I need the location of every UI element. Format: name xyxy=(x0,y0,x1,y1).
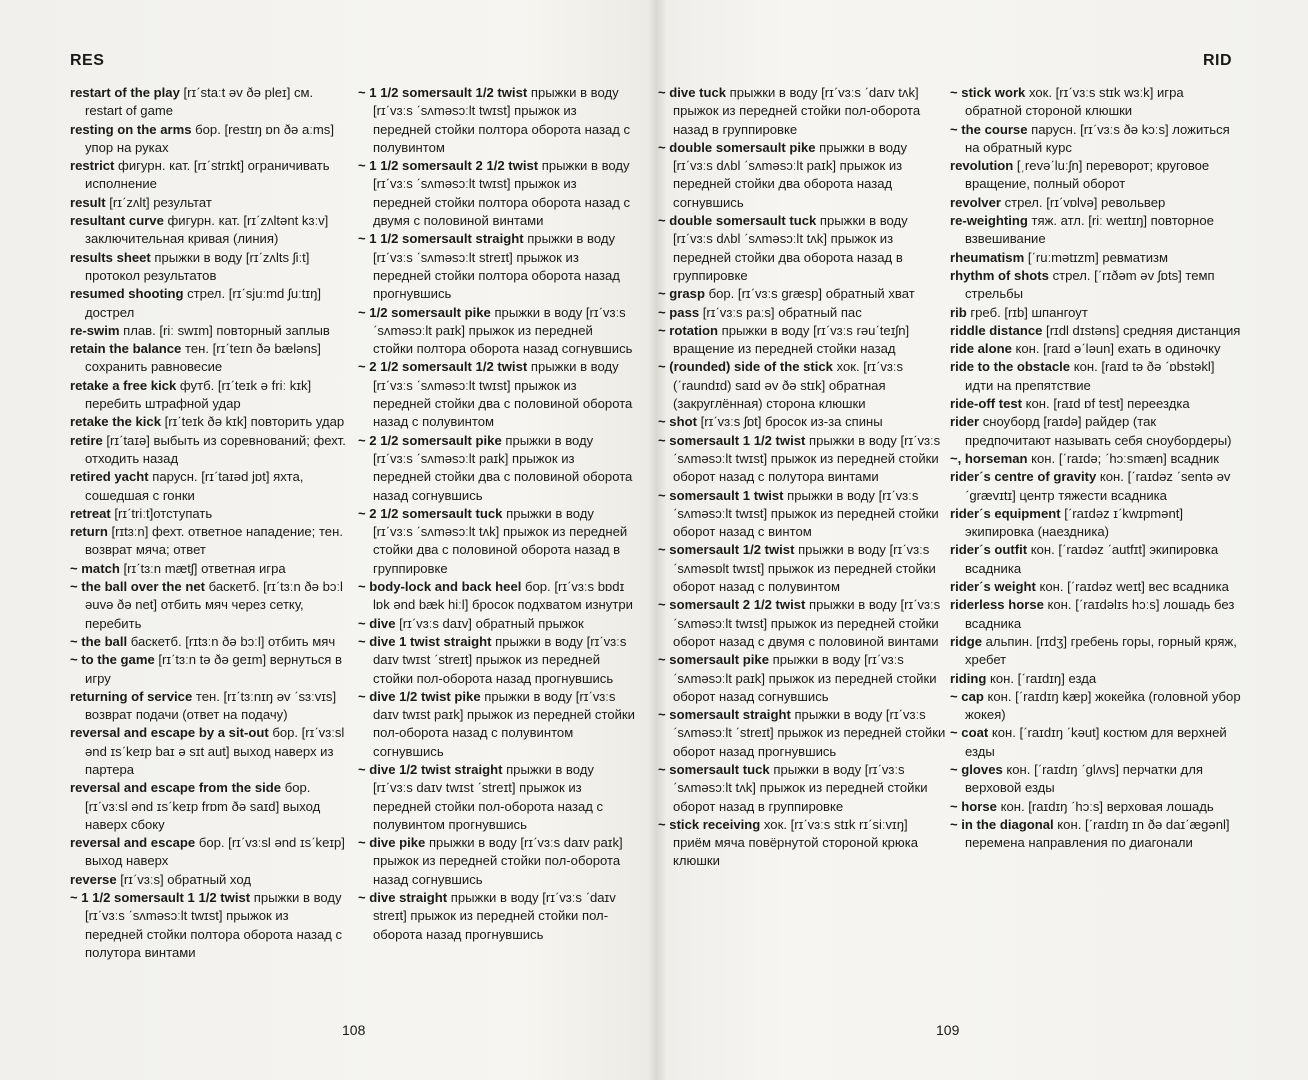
entry-headword: retire xyxy=(70,432,103,448)
entry-gloss: прыжки в воду [rɪˊvɜːs ˊdaɪv streɪt] прыжок из передней стойки пол-оборота назад прогнувшись xyxy=(373,890,616,942)
entry-gloss: парусн. [rɪˊvɜːs ðə kɔːs] ложиться на обратный курс xyxy=(965,121,1230,155)
dictionary-entry xyxy=(950,633,1244,670)
dictionary-entry xyxy=(950,450,1244,468)
dictionary-entry xyxy=(658,816,946,871)
dictionary-entry xyxy=(950,798,1244,816)
dictionary-entry xyxy=(358,230,636,303)
entry-gloss: прыжки в воду [rɪˊvɜːs ˊsʌməsɔːlt paɪk] прыжок из передней стойки полтора оборота назад согнувшись xyxy=(373,304,633,357)
entry-gloss: [rɪˊtaɪə] выбыть из соревнований; фехт. отходить назад xyxy=(85,432,346,466)
dictionary-entry xyxy=(950,249,1244,267)
entry-headword: ~ 1 1/2 somersault 2 1/2 twist xyxy=(358,158,539,174)
dictionary-entry xyxy=(70,432,346,469)
dictionary-entry xyxy=(358,633,636,688)
entry-gloss: [rɪˊtɜːn mætʃ] ответная игра xyxy=(119,560,286,576)
entry-headword: ~ dive pike xyxy=(358,835,426,851)
right-page xyxy=(652,0,1308,1080)
dictionary-entry xyxy=(658,596,946,651)
entry-gloss: [rɪˊtɜːn tə ðə geɪm] вернуться в игру xyxy=(85,652,342,686)
left-page-column-1 xyxy=(70,84,346,962)
entry-gloss: [rɪˊtriːt]отступать xyxy=(110,505,213,521)
entry-headword: ~ horse xyxy=(950,798,997,814)
entry-headword: re-swim xyxy=(70,322,120,338)
entry-headword: ~ coat xyxy=(950,725,989,741)
entry-headword: riderˊs outfit xyxy=(950,542,1028,558)
entry-gloss: [rɪtɜːn] фехт. ответное нападение; тен. возврат мяча; ответ xyxy=(85,524,343,558)
left-page-column-2 xyxy=(358,84,636,944)
entry-headword: ~ somersault straight xyxy=(658,707,791,723)
dictionary-entry xyxy=(950,505,1244,542)
entry-gloss: [rɪˊvɜːs paːs] обратный пас xyxy=(699,304,862,320)
dictionary-entry xyxy=(950,541,1244,578)
entry-headword: ~ 2 1/2 somersault tuck xyxy=(358,505,503,521)
dictionary-entry xyxy=(950,816,1244,853)
entry-headword: retain the balance xyxy=(70,341,182,357)
entry-headword: reversal and escape xyxy=(70,835,196,851)
entry-gloss: баскетб. [rɪˊtɜːn ðə bɔːl əuvə ðə net] отбить мяч через сетку, перебить xyxy=(85,579,343,631)
entry-gloss: прыжки в воду [rɪˊvɜːs daɪv twɪst ˊstreɪt] прыжок из передней стойки пол-оборота назад с полувинтом прогнувшись xyxy=(373,761,604,832)
entry-gloss: стрел. [ˊrɪðəm əv ʃɒts] темп стрельбы xyxy=(965,267,1215,302)
entry-gloss: прыжки в воду [rɪˊvɜːs rəuˊteɪʃn] вращение из передней стойки назад xyxy=(673,322,910,357)
dictionary-entry xyxy=(70,121,346,158)
dictionary-entry xyxy=(358,84,636,157)
entry-headword: riderˊs weight xyxy=(950,579,1036,595)
entry-headword: ~ the ball xyxy=(70,633,128,649)
entry-headword: restrict xyxy=(70,158,115,174)
dictionary-entry xyxy=(70,377,346,414)
entry-headword: ~ pass xyxy=(658,304,700,320)
entry-headword: riderˊs centre of gravity xyxy=(950,469,1097,485)
entry-gloss: прыжки в воду [rɪˊvɜːs ˊsʌməsɔːlt streɪt] прыжок из передней стойки полтора оборота назад прогнувшись xyxy=(373,231,620,302)
entry-headword: ~ somersault 1/2 twist xyxy=(658,542,795,558)
entry-headword: rhythm of shots xyxy=(950,267,1049,283)
entry-gloss: [rɪˊvɜːs ʃɒt] бросок из-за спины xyxy=(696,414,883,430)
dictionary-entry xyxy=(358,304,636,359)
entry-headword: ~ somersault 2 1/2 twist xyxy=(658,597,806,613)
dictionary-entry xyxy=(70,651,346,688)
entry-headword: riding xyxy=(950,670,987,686)
dictionary-entry xyxy=(70,560,346,578)
entry-gloss: прыжки в воду [rɪˊvɜːs ˊsʌməsɔːlt twɪst] прыжок из передней стойки оборот назад с двумя с половиной винтами xyxy=(673,597,941,649)
entry-gloss: прыжки в воду [rɪˊvɜːs ˊsʌməsɔːlt paɪk] прыжок из передней стойки два с половиной оборота назад согнувшись xyxy=(373,432,633,503)
dictionary-entry xyxy=(358,157,636,230)
entry-headword: ridge xyxy=(950,633,983,649)
dictionary-entry xyxy=(658,761,946,816)
entry-headword: ~ 2 1/2 somersault pike xyxy=(358,432,502,448)
dictionary-entry xyxy=(658,651,946,706)
dictionary-entry xyxy=(658,358,946,413)
dictionary-entry xyxy=(950,121,1244,158)
dictionary-entry xyxy=(70,194,346,212)
entry-gloss: прыжки в воду [rɪˊvɜːs ˊsʌməsɔːlt twɪst] прыжок из передней стойки полтора оборота назад с полувинтом xyxy=(373,85,631,155)
dictionary-entry xyxy=(70,249,346,286)
entry-gloss: прыжки в воду [rɪˊvɜːs ˊsʌməsɔːlt twɪst] прыжок из передней стойки полтора оборота назад с полутора винтами xyxy=(85,890,343,960)
entry-gloss: кон. [ˊraɪdə; ˊhɔːsmæn] всадник xyxy=(1027,450,1219,466)
entry-gloss: баскетб. [rɪtɜːn ðə bɔːl] отбить мяч xyxy=(127,633,336,649)
entry-gloss: стрел. [rɪˊvɒlvə] револьвер xyxy=(1000,194,1166,210)
page-number-right: 109 xyxy=(936,1022,960,1038)
dictionary-entry xyxy=(950,761,1244,798)
entry-headword: ~ 1 1/2 somersault straight xyxy=(358,231,524,247)
dictionary-entry xyxy=(950,358,1244,395)
entry-gloss: тен. [rɪˊteɪn ðə bæləns] сохранить равновесие xyxy=(85,341,321,375)
entry-headword: riderˊs equipment xyxy=(950,505,1061,521)
dictionary-entry xyxy=(658,432,946,487)
dictionary-entry xyxy=(358,834,636,889)
entry-gloss: бор. [restɪŋ ɒn ðə aːms] упор на руках xyxy=(85,121,334,155)
entry-gloss: [rɪˊvɜːs daɪv] обратный прыжок xyxy=(395,615,584,631)
dictionary-entry xyxy=(358,761,636,834)
dictionary-entry xyxy=(70,212,346,249)
entry-gloss: прыжки в воду [rɪˊvɜːs ˊsʌməsɔːlt ˊstreɪt] прыжок из передней стойки оборот назад прогнувшись xyxy=(673,707,946,759)
dictionary-entry xyxy=(658,413,946,431)
entry-gloss: кон. [ˊraɪdɪŋ kæp] жокейка (головной убор жокея) xyxy=(965,688,1241,723)
entry-headword: ~ the ball over the net xyxy=(70,579,205,595)
entry-gloss: греб. [rɪb] шпангоут xyxy=(966,304,1088,320)
dictionary-entry xyxy=(950,194,1244,212)
entry-headword: ride to the obstacle xyxy=(950,359,1071,375)
dictionary-entry xyxy=(70,834,346,871)
left-page xyxy=(0,0,650,1080)
entry-headword: ~ (rounded) side of the stick xyxy=(658,359,833,375)
entry-headword: ~ somersault tuck xyxy=(658,761,770,777)
dictionary-entry xyxy=(950,340,1244,358)
entry-gloss: плав. [riː swɪm] повторный заплыв xyxy=(119,322,330,338)
entry-gloss: прыжки в воду [rɪˊvɜːs ˊsʌməsɒlt twɪst] прыжок из передней стойки оборот назад с полувинтом xyxy=(673,542,936,595)
entry-headword: ~ gloves xyxy=(950,761,1003,777)
entry-headword: ~ dive 1 twist straight xyxy=(358,633,492,649)
dictionary-entry xyxy=(358,358,636,431)
entry-gloss: кон. [raɪd əˊləun] ехать в одиночку xyxy=(1011,341,1221,357)
entry-gloss: кон. [raɪd tə ðə ˊɒbstəkl] идти на препятствие xyxy=(965,359,1215,393)
entry-headword: rider xyxy=(950,414,980,430)
entry-headword: ~ in the diagonal xyxy=(950,816,1054,832)
entry-gloss: кон. [raɪd ɒf test] переездка xyxy=(1022,396,1190,412)
dictionary-entry xyxy=(70,505,346,523)
dictionary-entry xyxy=(950,395,1244,413)
entry-headword: ~ dive 1/2 twist pike xyxy=(358,688,481,704)
dictionary-entry xyxy=(950,596,1244,633)
entry-headword: ~ match xyxy=(70,560,120,576)
entry-headword: revolution xyxy=(950,158,1014,174)
entry-gloss: [rɪˊzʌlt] результат xyxy=(105,194,212,210)
entry-gloss: сноуборд [raɪdə] райдер (так предпочитают называть себя сноубордеры) xyxy=(965,414,1232,448)
entry-gloss: кон. [raɪdɪŋ ˊhɔːs] верховая лошадь xyxy=(996,798,1214,814)
dictionary-entry xyxy=(658,322,946,359)
entry-gloss: [rɪˊvɜːs] обратный ход xyxy=(116,871,251,887)
entry-gloss: прыжки в воду [rɪˊvɜːs daɪv twɪst ˊstreɪt] прыжок из передней стойки пол-оборота назад прогнувшись xyxy=(373,633,627,686)
entry-gloss: бор. [rɪˊvɜːs græsp] обратный хват xyxy=(704,286,915,302)
entry-gloss: кон. [ˊraɪdəz ˊsentə əv ˊgrævɪtɪ] центр тяжести всадника xyxy=(965,469,1231,503)
entry-headword: resting on the arms xyxy=(70,121,192,137)
dictionary-entry xyxy=(70,523,346,560)
dictionary-entry xyxy=(358,889,636,944)
dictionary-entry xyxy=(658,139,946,212)
dictionary-entry xyxy=(70,340,346,377)
entry-gloss: фигурн. кат. [rɪˊstrɪkt] ограничивать исполнение xyxy=(85,158,330,192)
entry-gloss: прыжки в воду [rɪˊvɜːs ˊsʌməsɔːlt paɪk] прыжок из передней стойки оборот назад согнувшись xyxy=(673,652,937,704)
dictionary-entry xyxy=(658,541,946,596)
entry-headword: re-weighting xyxy=(950,213,1028,229)
entry-gloss: кон. [ˊraɪdɪŋ ˊglʌvs] перчатки для верховой езды xyxy=(965,761,1203,796)
entry-gloss: прыжки в воду [rɪˊzʌlts ʃiːt] протокол результатов xyxy=(85,249,310,283)
entry-headword: ~ double somersault tuck xyxy=(658,213,817,229)
entry-headword: riderless horse xyxy=(950,597,1044,613)
entry-gloss: хок. [rɪˊvɜːs (ˊraundɪd) saɪd əv ðə stɪk] обратная (закруглённая) сторона клюшки xyxy=(673,359,904,412)
entry-gloss: прыжки в воду [rɪˊvɜːs ˊsʌməsɔːlt twɪst] прыжок из передней стойки два с половиной оборота назад с полувинтом xyxy=(373,359,633,430)
entry-gloss: [ˌrevəˊluːʃn] переворот; круговое вращение, полный оборот xyxy=(965,158,1210,192)
dictionary-entry xyxy=(658,304,946,322)
dictionary-entry xyxy=(658,84,946,139)
entry-headword: ride-off test xyxy=(950,396,1023,412)
dictionary-entry xyxy=(70,322,346,340)
entry-gloss: кон. [ˊraɪdɪŋ ɪn ðə daɪˊægənl] перемена направления по диагонали xyxy=(965,816,1230,851)
entry-gloss: альпин. [rɪdʒ] гребень горы, горный кряж, хребет xyxy=(965,633,1237,668)
entry-gloss: парусн. [rɪˊtaɪəd jɒt] яхта, сошедшая с гонки xyxy=(85,469,304,503)
entry-headword: ~ 1/2 somersault pike xyxy=(358,304,491,320)
entry-gloss: хок. [rɪˊvɜːs stɪk rɪˊsiːvɪŋ] приём мяча повёрнутой стороной крюка клюшки xyxy=(673,816,919,869)
entry-headword: ~ somersault 1 1/2 twist xyxy=(658,432,806,448)
dictionary-entry xyxy=(358,688,636,761)
entry-headword: ~ 1 1/2 somersault 1 1/2 twist xyxy=(70,890,251,906)
dictionary-entry xyxy=(950,688,1244,725)
entry-headword: ~ 2 1/2 somersault 1/2 twist xyxy=(358,359,528,375)
dictionary-entry xyxy=(70,724,346,779)
dictionary-entry xyxy=(70,633,346,651)
entry-headword: ~ double somersault pike xyxy=(658,139,816,155)
dictionary-entry xyxy=(950,157,1244,194)
dictionary-entry xyxy=(70,285,346,322)
dictionary-entry xyxy=(658,285,946,303)
dictionary-entry xyxy=(950,267,1244,304)
entry-gloss: [ˊraɪdəz ɪˊkwɪpmənt] экипировка (наездника) xyxy=(965,505,1183,540)
entry-gloss: тен. [rɪˊtɜːnɪŋ əv ˊsɜːvɪs] возврат подачи (ответ на подачу) xyxy=(85,688,337,723)
entry-headword: ~ stick work xyxy=(950,85,1026,100)
dictionary-entry xyxy=(658,706,946,761)
entry-headword: returning of service xyxy=(70,688,193,704)
entry-gloss: [rɪˊteɪk ðə kɪk] повторить удар xyxy=(161,414,345,430)
entry-gloss: бор. [rɪˊvɜːsl ənd ɪsˊkeɪp] выход наверх xyxy=(85,835,345,869)
entry-headword: riddle distance xyxy=(950,322,1043,338)
dictionary-entry xyxy=(950,724,1244,761)
entry-headword: ~ somersault 1 twist xyxy=(658,487,784,503)
dictionary-entry xyxy=(950,322,1244,340)
right-page-column-2 xyxy=(950,84,1244,852)
dictionary-entry xyxy=(950,84,1244,121)
entry-headword: ~ rotation xyxy=(658,322,719,338)
running-head-right: RID xyxy=(1203,52,1233,69)
entry-gloss: прыжки в воду [rɪˊvɜːs ˊsʌməsɔːlt twɪst] прыжок из передней стойки оборот назад с винтом xyxy=(673,487,939,540)
entry-headword: ~ 1 1/2 somersault 1/2 twist xyxy=(358,85,528,100)
entry-headword: ~, horseman xyxy=(950,450,1028,466)
entry-gloss: прыжки в воду [rɪˊvɜːs ˊdaɪv tʌk] прыжок из передней стойки пол-оборота назад в группировке xyxy=(673,85,921,137)
entry-gloss: стрел. [rɪˊsjuːmd ʃuːtɪŋ] дострел xyxy=(85,286,321,320)
entry-headword: rheumatism xyxy=(950,249,1025,265)
entry-headword: retired yacht xyxy=(70,469,149,485)
dictionary-entry xyxy=(70,779,346,834)
dictionary-entry xyxy=(70,688,346,725)
entry-headword: result xyxy=(70,194,106,210)
right-page-column-1 xyxy=(658,84,946,871)
entry-gloss: прыжки в воду [rɪˊvɜːs ˊsʌməsɔːlt tʌk] прыжок из передней стойки оборот назад в группировке xyxy=(673,761,928,814)
entry-gloss: прыжки в воду [rɪˊvɜːs daɪv twɪst paɪk] прыжок из передней стойки пол-оборота назад с полувинтом согнувшись xyxy=(373,688,635,759)
entry-gloss: фигурн. кат. [rɪˊzʌltənt kɜːv] заключительная кривая (линия) xyxy=(85,213,329,247)
entry-gloss: прыжки в воду [rɪˊvɜːs daɪv paɪk] прыжок из передней стойки пол-оборота назад согнувшись xyxy=(373,835,623,887)
entry-gloss: кон. [ˊraɪdɪŋ ˊkəut] костюм для верхней езды xyxy=(965,725,1227,759)
entry-gloss: кон. [ˊraɪdəlɪs hɔːs] лошадь без всадника xyxy=(965,597,1235,631)
entry-headword: return xyxy=(70,524,108,540)
entry-headword: ~ cap xyxy=(950,688,984,704)
entry-headword: ~ somersault pike xyxy=(658,652,769,668)
entry-gloss: кон. [ˊraɪdəz weɪt] вес всадника xyxy=(1035,579,1229,595)
entry-gloss: прыжки в воду [rɪˊvɜːs ˊsʌməsɔːlt tʌk] прыжок из передней стойки два с половиной оборота назад в группировке xyxy=(373,505,628,576)
dictionary-entry xyxy=(70,413,346,431)
dictionary-entry xyxy=(658,487,946,542)
entry-gloss: тяж. атл. [riː weɪtɪŋ] повторное взвешивание xyxy=(965,213,1214,247)
dictionary-entry xyxy=(950,413,1244,450)
entry-headword: ~ stick receiving xyxy=(658,816,761,832)
entry-headword: ~ dive tuck xyxy=(658,85,727,100)
entry-gloss: бор. [rɪˊvɜːsl ənd ɪsˊkeɪp baɪ ə sɪt aut] выход наверх из партера xyxy=(85,725,345,777)
dictionary-entry xyxy=(950,212,1244,249)
entry-headword: reversal and escape by a sit-out xyxy=(70,725,269,741)
entry-headword: revolver xyxy=(950,194,1001,210)
dictionary-entry xyxy=(70,578,346,633)
entry-headword: resumed shooting xyxy=(70,286,184,302)
entry-headword: ~ dive 1/2 twist straight xyxy=(358,761,503,777)
entry-headword: retreat xyxy=(70,505,111,521)
entry-headword: retake the kick xyxy=(70,414,161,430)
entry-headword: ride alone xyxy=(950,341,1012,357)
entry-gloss: хок. [rɪˊvɜːs stɪk wɜːk] игра обратной стороной клюшки xyxy=(965,85,1184,119)
dictionary-entry xyxy=(950,468,1244,505)
dictionary-entry xyxy=(70,84,346,121)
dictionary-entry xyxy=(358,505,636,578)
dictionary-entry xyxy=(70,157,346,194)
entry-headword: reversal and escape from the side xyxy=(70,780,282,796)
dictionary-entry xyxy=(358,578,636,615)
entry-headword: reverse xyxy=(70,871,117,887)
dictionary-entry xyxy=(70,871,346,889)
page-number-left: 108 xyxy=(342,1022,366,1038)
dictionary-entry xyxy=(358,432,636,505)
entry-headword: results sheet xyxy=(70,249,151,265)
dictionary-entry xyxy=(658,212,946,285)
entry-gloss: [rɪdl dɪstəns] средняя дистанция xyxy=(1042,322,1241,338)
entry-gloss: прыжки в воду [rɪˊvɜːs dʌbl ˊsʌməsɔːlt tʌk] прыжок из передней стойки два оборота назад в группировке xyxy=(673,213,908,283)
entry-headword: ~ dive xyxy=(358,615,396,631)
dictionary-entry xyxy=(950,670,1244,688)
entry-gloss: кон. [ˊraɪdɪŋ] езда xyxy=(986,670,1097,686)
dictionary-entry xyxy=(70,889,346,962)
entry-gloss: бор. [rɪˊvɜːs bɒdɪ lɒk ənd bæk hiːl] бросок подхватом изнутри xyxy=(373,579,633,613)
entry-gloss: прыжки в воду [rɪˊvɜːs ˊsʌməsɔːlt twɪst] прыжок из передней стойки оборот назад с полутора винтами xyxy=(673,432,941,485)
dictionary-entry xyxy=(70,468,346,505)
entry-gloss: [rɪˊstaːt əv ðə pleɪ] см. restart of game xyxy=(85,85,314,119)
entry-gloss: кон. [ˊraɪdəz ˊautfɪt] экипировка всадника xyxy=(965,542,1219,576)
entry-gloss: [ˊruːmətɪzm] ревматизм xyxy=(1024,249,1169,265)
entry-gloss: бор. [rɪˊvɜːsl ənd ɪsˊkeɪp frɒm ðə saɪd] выход наверх сбоку xyxy=(85,780,321,832)
entry-headword: resultant curve xyxy=(70,213,164,229)
entry-headword: ~ shot xyxy=(658,414,697,430)
dictionary-entry xyxy=(950,578,1244,596)
running-head-left: RES xyxy=(70,52,105,69)
entry-headword: ~ the course xyxy=(950,121,1028,137)
entry-headword: ~ grasp xyxy=(658,286,705,302)
entry-headword: ~ dive straight xyxy=(358,890,448,906)
entry-gloss: прыжки в воду [rɪˊvɜːs ˊsʌməsɔːlt twɪst] прыжок из передней стойки полтора оборота назад с двумя с половиной винтами xyxy=(373,158,631,229)
dictionary-entry xyxy=(950,304,1244,322)
entry-headword: retake a free kick xyxy=(70,377,177,393)
entry-headword: ~ body-lock and back heel xyxy=(358,579,522,595)
entry-gloss: прыжки в воду [rɪˊvɜːs dʌbl ˊsʌməsɔːlt paɪk] прыжок из передней стойки два оборота назад согнувшись xyxy=(673,139,907,210)
entry-headword: restart of the play xyxy=(70,85,180,100)
entry-gloss: футб. [rɪˊteɪk ə friː kɪk] перебить штрафной удар xyxy=(85,377,312,412)
entry-headword: rib xyxy=(950,304,967,320)
entry-headword: ~ to the game xyxy=(70,652,155,668)
dictionary-entry xyxy=(358,615,636,633)
